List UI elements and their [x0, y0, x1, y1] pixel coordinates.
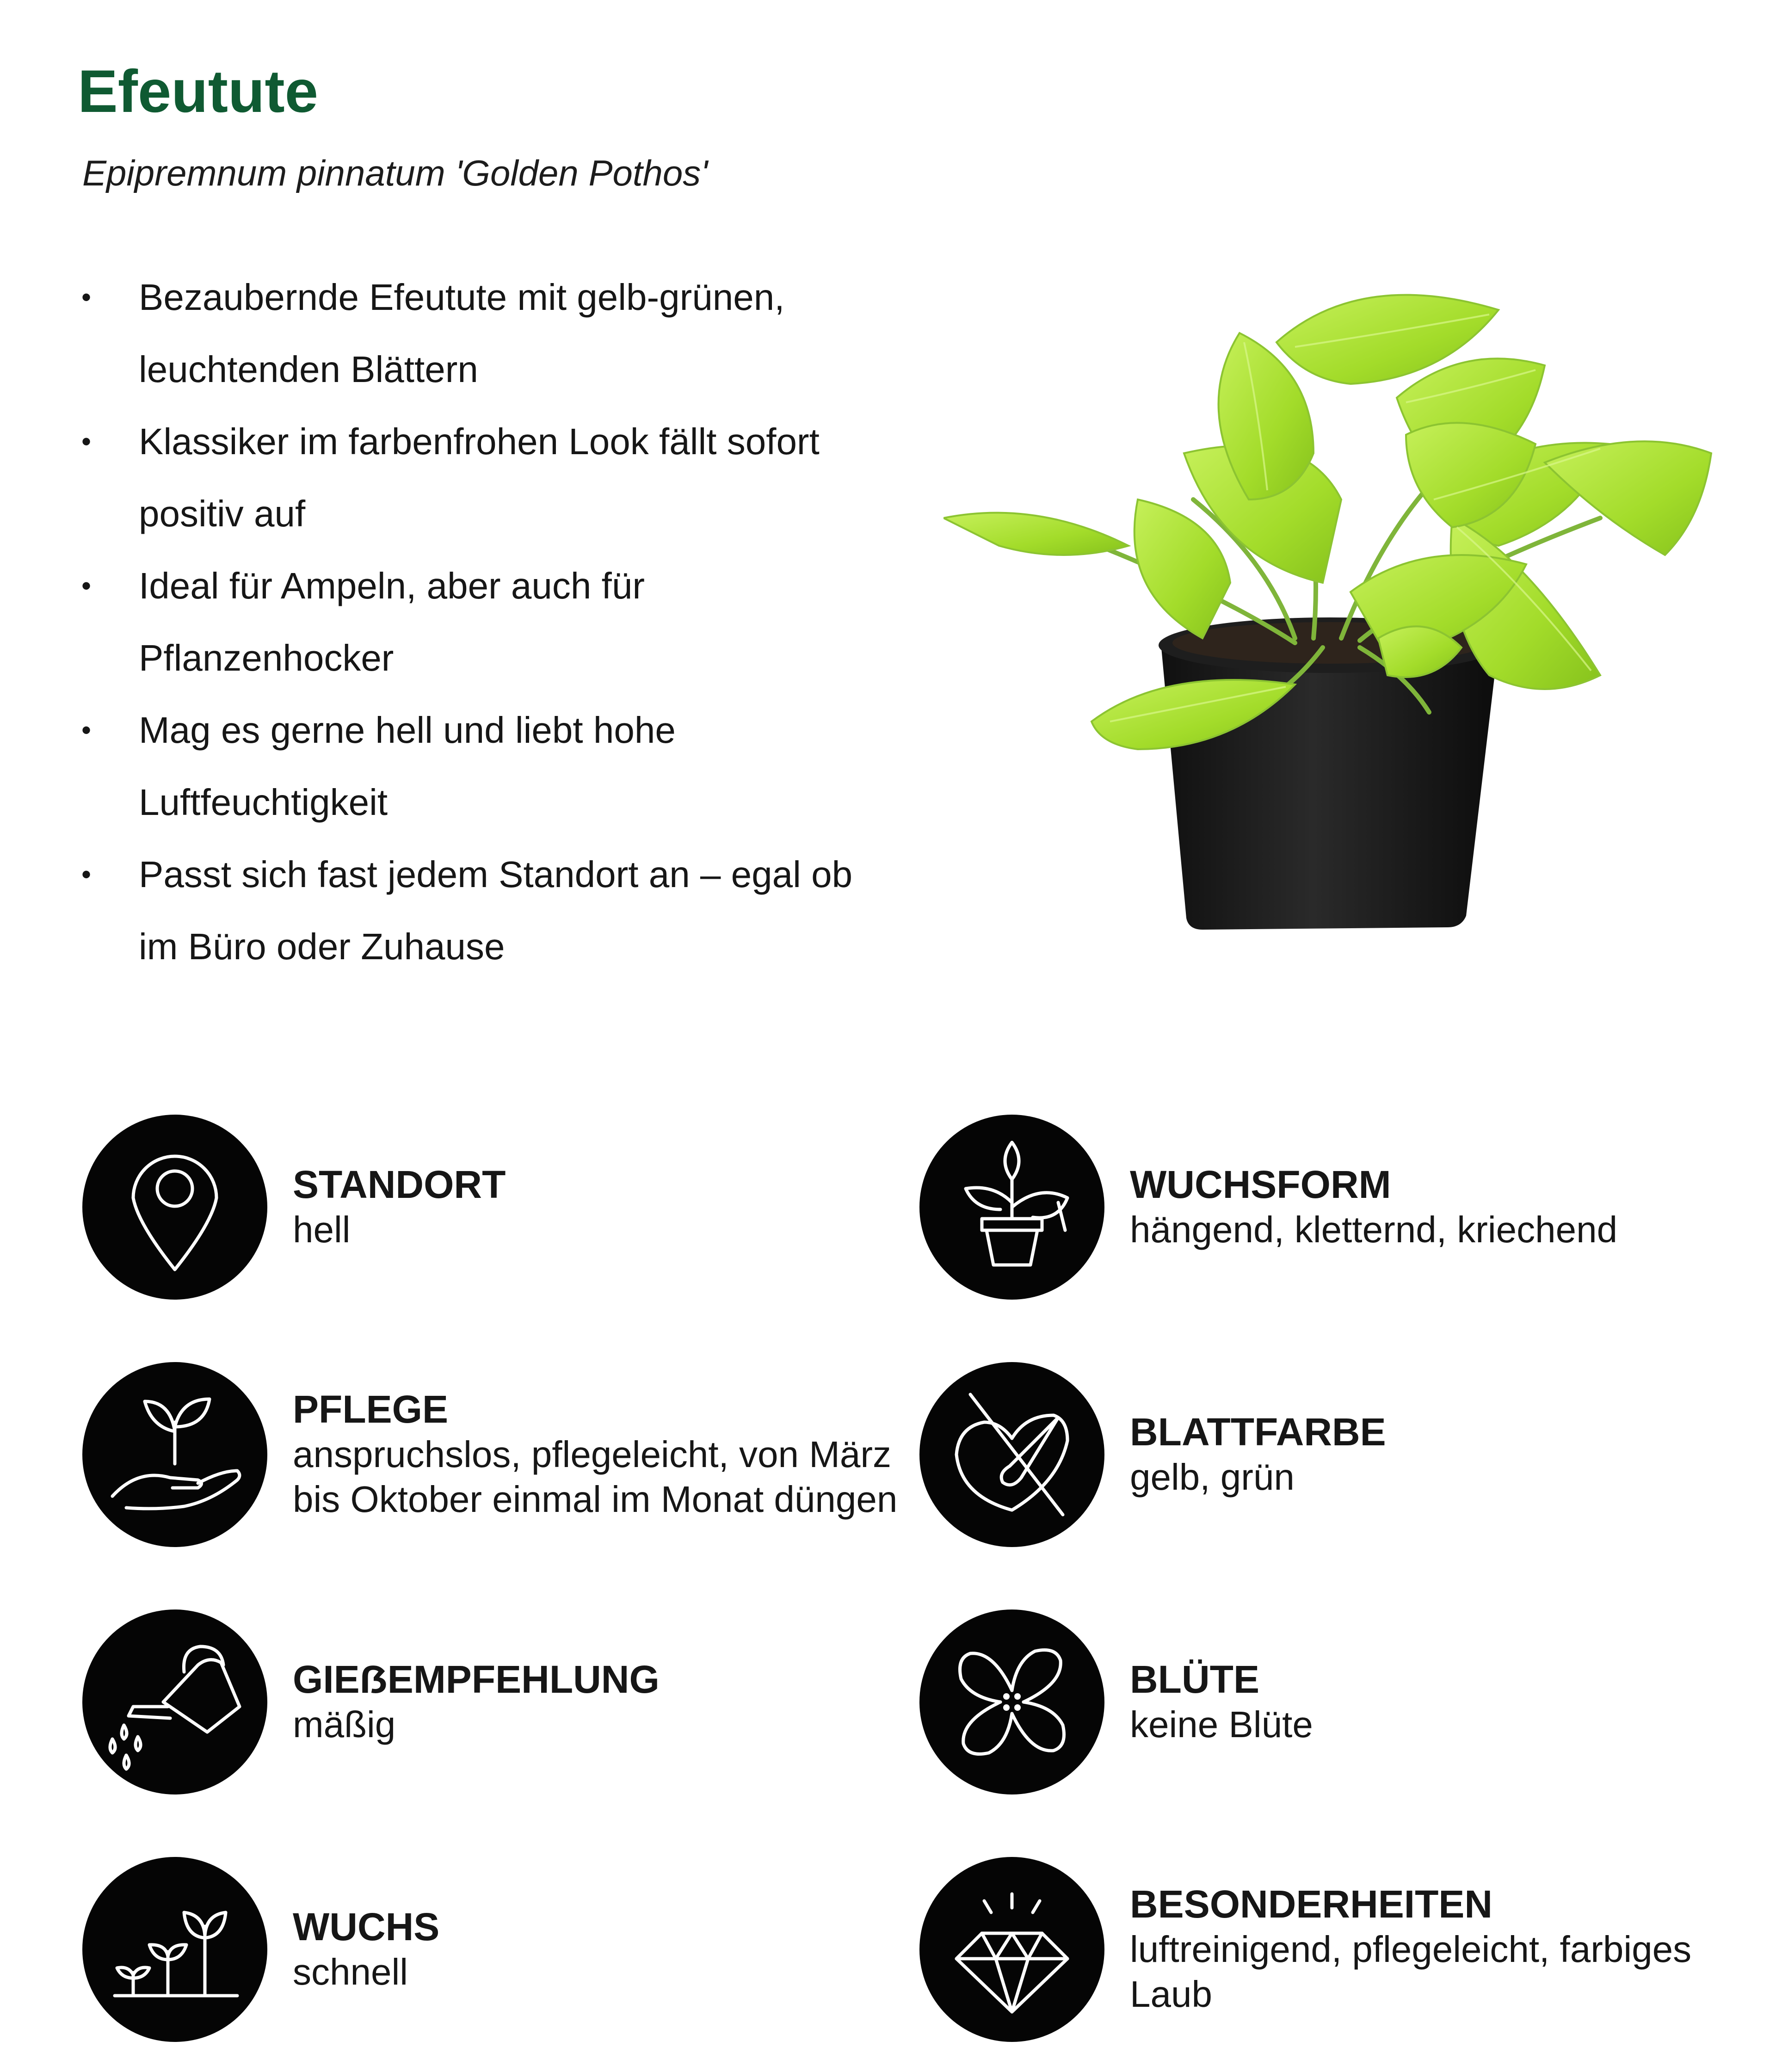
bullet-item: [79, 406, 893, 550]
feature-label: BLÜTE: [1130, 1657, 1259, 1701]
feature-wuchsform: [919, 1115, 1752, 1300]
feature-blattfarbe: [919, 1362, 1752, 1547]
flower-icon: [919, 1610, 1104, 1794]
bullet-text: Bezaubernde Efeutute mit gelb-grünen, leuchtenden Blättern: [139, 277, 785, 390]
feature-value: keine Blüte: [1130, 1703, 1313, 1745]
diamond-icon: [919, 1857, 1104, 2042]
bullet-dot: •: [81, 282, 92, 313]
bullet-dot: •: [81, 859, 92, 890]
feature-label: PFLEGE: [293, 1388, 449, 1431]
bullet-text: Mag es gerne hell und liebt hohe Luftfeuchtigkeit: [139, 709, 676, 823]
feature-value: luftreinigend, pflegeleicht, farbiges Laub: [1130, 1928, 1692, 2015]
feature-label: BLATTFARBE: [1130, 1410, 1386, 1454]
feature-label: WUCHSFORM: [1130, 1162, 1391, 1206]
hand-sprout-icon: [82, 1362, 267, 1547]
feature-value: schnell: [293, 1951, 408, 1992]
feature-giessempfehlung: [82, 1610, 915, 1794]
product-title: Efeutute: [78, 57, 318, 125]
bullet-item: [79, 694, 893, 839]
bullet-dot: •: [81, 715, 92, 746]
bullet-item: [79, 839, 893, 983]
leaf-brush-icon: [919, 1362, 1104, 1547]
bullet-text: Ideal für Ampeln, aber auch für Pflanzenhocker: [139, 565, 645, 678]
feature-bullet-list: [79, 261, 893, 983]
bullet-text: Klassiker im farbenfrohen Look fällt sofort positiv auf: [139, 421, 820, 534]
growth-sprouts-icon: [82, 1857, 267, 2042]
feature-value: hängend, kletternd, kriechend: [1130, 1209, 1618, 1250]
feature-standort: [82, 1115, 915, 1300]
plant-image: [944, 259, 1730, 934]
feature-wuchs: [82, 1857, 915, 2042]
bullet-item: [79, 550, 893, 694]
botanical-name: Epipremnum pinnatum 'Golden Pothos': [82, 153, 708, 193]
feature-label: BESONDERHEITEN: [1130, 1882, 1493, 1926]
feature-bluete: [919, 1610, 1752, 1794]
bullet-dot: •: [81, 426, 92, 457]
feature-label: WUCHS: [293, 1905, 440, 1949]
feature-value: hell: [293, 1209, 351, 1250]
feature-besonderheiten: [919, 1857, 1752, 2042]
feature-label: STANDORT: [293, 1162, 506, 1206]
feature-value: anspruchslos, pflegeleicht, von März bis Oktober einmal im Monat düngen: [293, 1433, 898, 1520]
potted-plant-icon: [919, 1115, 1104, 1300]
feature-pflege: [82, 1362, 915, 1547]
bullet-dot: •: [81, 570, 92, 601]
bullet-item: [79, 261, 893, 406]
feature-value: gelb, grün: [1130, 1456, 1295, 1498]
location-pin-icon: [82, 1115, 267, 1300]
feature-value: mäßig: [293, 1703, 396, 1745]
bullet-text: Passt sich fast jedem Standort an – egal ob im Büro oder Zuhause: [139, 854, 853, 967]
watering-can-icon: [82, 1610, 267, 1794]
feature-label: GIEẞEMPFEHLUNG: [293, 1657, 660, 1701]
